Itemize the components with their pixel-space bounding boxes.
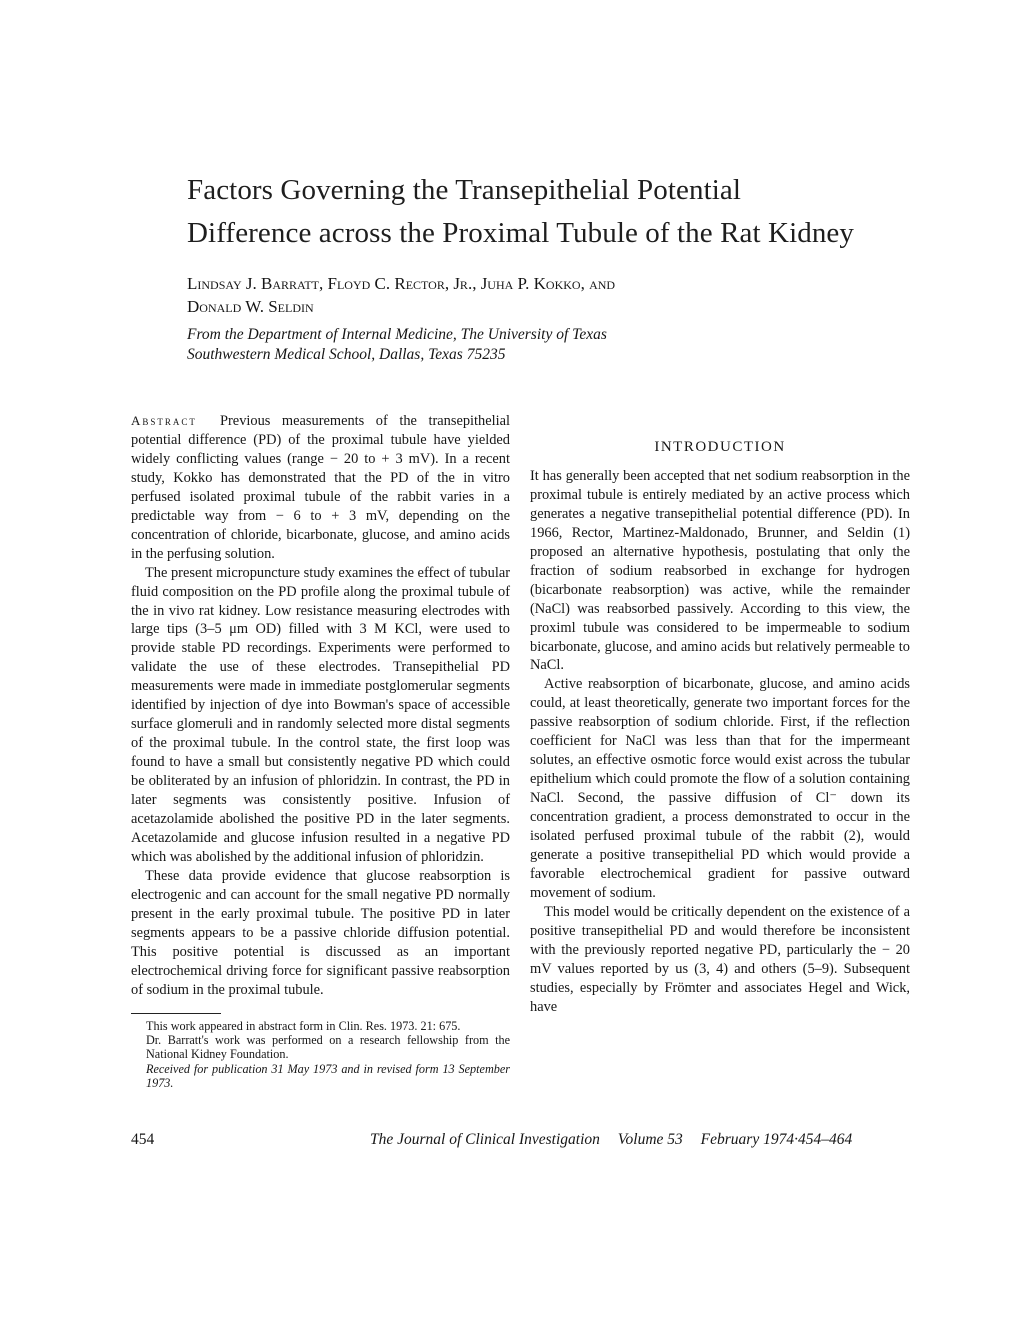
affiliation-line-1: From the Department of Internal Medicine, The University of Texas [187,326,607,343]
abstract-paragraph-1 [131,412,510,564]
footnote-rule [131,1013,221,1014]
journal-name: The Journal of Clinical Investigation [370,1131,600,1148]
authors-line-1: Lindsay J. Barratt, Floyd C. Rector, Jr., Juha P. Kokko, and [187,274,616,293]
abstract-paragraph-2: The present micropuncture study examines the effect of tubular fluid composition on the PD profile along the proximal tubule of the in vivo rat kidney. Low resistance measuring electrodes with large tips (3–5 μm OD) filled with 3 M KCl, were used to provide stable PD recordings. Experiments were performed to validate the use of these electrodes. Transepithelial PD measurements were made in immediate postglomerular segments identified by injection of dye into Bowman's space of accessible surface glomeruli and in randomly selected more distal segments of the proximal tubule. In the control state, the first loop was found to have a small but consistently negative PD which could be obliterated by an infusion of phloridzin. In contrast, the PD in later segments was consistently positive. Infusion of acetazolamide abolished the positive PD in the later segments. Acetazolamide and glucose infusion resulted in a negative PD which was abolished by the additional infusion of phloridzin. [131,564,510,865]
affiliation-line-2: Southwestern Medical School, Dallas, Texas 75235 [187,346,506,363]
abstract-label: Abstract [131,413,197,428]
left-column [131,412,510,1000]
page-number: 454 [131,1131,155,1148]
footnote-abstract: This work appeared in abstract form in Clin. Res. 1973. 21: 675. [146,1019,461,1033]
right-column [530,412,910,1017]
affiliation [187,325,827,365]
abstract-text-1: Previous measurements of the transepithelial potential difference (PD) of the proximal tubule have yielded widely conflicting values (range − 20 to + 3 mV). In a recent study, Kokko has demonstrated that the PD of the in vitro perfused isolated proximal tubule of the rabbit varies in a predictable way from − 6 to + 3 mV, depending on the concentration of chloride, bicarbonate, glucose, and amino acids in the perfusing solution. [131,413,510,562]
authors-line-2: Donald W. Seldin [187,297,314,316]
intro-paragraph-1: It has generally been accepted that net sodium reabsorption in the proximal tubule is entirely mediated by an active process which generates a negative transepithelial potential difference (PD). In 1966, Rector, Martinez-Maldonado, Brunner, and Seldin (1) proposed an alternative hypothesis, postulating that only the fraction of sodium reabsorbed in exchange for hydrogen (bicarbonate reabsorption) was active, while the remainder (NaCl) was reabsorbed passively. According to this view, the proximl tubule was considered to be impermeable to sodium bicarbonate, glucose, and amino acids but relatively permeable to NaCl. [530,467,910,674]
footnote-received: Received for publication 31 May 1973 and in revised form 13 September 1973. [146,1061,510,1090]
footnote-fellowship: Dr. Barratt's work was performed on a research fellowship from the National Kidney Foundation. [146,1033,510,1062]
article-title-line-1: Factors Governing the Transepithelial Potential [187,174,742,206]
running-footer [370,1131,866,1149]
introduction-heading: INTRODUCTION [654,439,786,455]
intro-paragraph-2: Active reabsorption of bicarbonate, glucose, and amino acids could, at least theoretically, generate two important forces for the passive reabsorption of sodium chloride. First, if the reflection coefficient for NaCl was less than that for the impermeant solutes, an effective osmotic force would exist across the tubular epithelium which could promote the flow of a solution containing NaCl. Second, the passive diffusion of Cl⁻ down its concentration gradient, a process demonstrated to occur in the isolated perfused proximal tubule of the rabbit (2), would generate a positive transepithelial PD which would provide a favorable electrochemical gradient for passive outward movement of sodium. [530,676,910,901]
footnotes [146,1019,510,1090]
intro-paragraph-3: This model would be critically dependent on the existence of a positive transepithelial PD and would therefore be inconsistent with the previously reported negative PD, particularly the − 20 mV values reported by us (3, 4) and others (5–9). Subsequent studies, especially by Frömter and associates Hegel and Wick, have [530,903,910,1015]
author-list [187,272,807,318]
abstract-paragraph-3: These data provide evidence that glucose reabsorption is electrogenic and can account for the small negative PD normally present in the early proximal tubule. The positive PD in later segments appears to be a passive chloride diffusion potential. This positive potential is discussed as an important electrochemical driving force for significant passive reabsorption of sodium in the proximal tubule. [131,867,510,998]
journal-volume: Volume 53 [617,1131,683,1148]
journal-issue: February 1974·454–464 [700,1131,853,1148]
article-title-line-2: Difference across the Proximal Tubule of the Rat Kidney [187,217,854,249]
